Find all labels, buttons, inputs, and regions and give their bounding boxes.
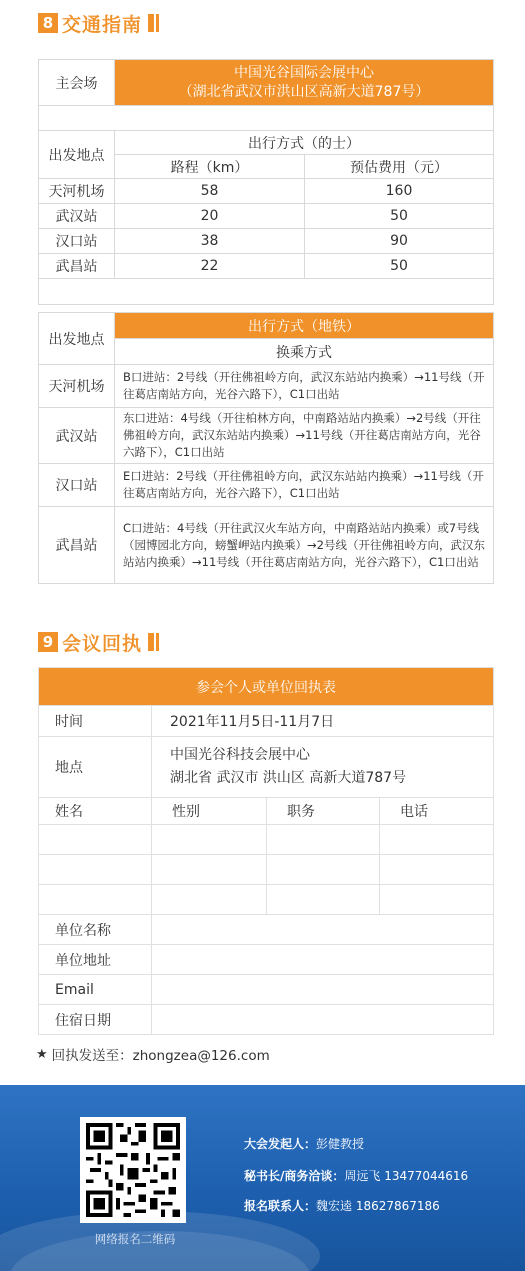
metro-table: [38, 312, 494, 584]
table-row: [39, 229, 494, 254]
reply-email-line: [36, 1044, 270, 1064]
taxi-table: [38, 59, 494, 305]
metro-from-label: 出发地点: [39, 313, 115, 365]
heading-bar: [156, 14, 159, 32]
heading-bar: [148, 14, 154, 32]
footer-banner: [0, 1085, 525, 1271]
email-label: Email: [39, 975, 152, 1005]
place-value: [152, 737, 494, 798]
taxi-mode: 出行方式（的士）: [115, 131, 494, 155]
form-blank-cell[interactable]: [39, 885, 152, 915]
spacer-row: [39, 106, 494, 131]
route-text: C口进站：4号线（开往武汉火车站方向，中南路站站内换乘）或7号线（园博园北方向，螃蟹岬站内换乘）→2号线（开往佛祖岭方向，武汉东站站内换乘）→11号线（开往葛店南站方向，光谷六路下），C1口出站: [115, 507, 494, 584]
section-8-heading: [38, 10, 159, 36]
from-station: 武昌站: [39, 507, 115, 584]
unit-address-field[interactable]: [152, 945, 494, 975]
col-transfer: 换乘方式: [115, 339, 494, 365]
table-row: [39, 179, 494, 204]
cost-value: 90: [305, 229, 494, 254]
section-title: 会议回执: [62, 632, 143, 655]
cost-value: 50: [305, 204, 494, 229]
table-row: [39, 464, 494, 507]
secretary-contact: 周远飞 13477044616: [344, 1169, 469, 1183]
route-text: B口进站：2号线（开往佛祖岭方向，武汉东站站内换乘）→11号线（开往葛店南站方向，光谷六路下），C1口出站: [115, 365, 494, 408]
contact-line: [244, 1197, 440, 1214]
form-blank-cell[interactable]: [267, 885, 380, 915]
section-title: 交通指南: [62, 13, 143, 36]
heading-bar: [148, 633, 154, 651]
section-9-heading: [38, 629, 159, 655]
form-blank-cell[interactable]: [267, 825, 380, 855]
form-blank-cell[interactable]: [380, 885, 494, 915]
distance-value: 20: [115, 204, 305, 229]
cost-value: 50: [305, 254, 494, 279]
distance-value: 22: [115, 254, 305, 279]
route-text: E口进站：2号线（开往佛祖岭方向，武汉东站站内换乘）→11号线（开往葛店南站方向，光谷六路下），C1口出站: [115, 464, 494, 507]
col-phone: 电话: [380, 798, 494, 825]
route-text: 东口进站：4号线（开往柏林方向，中南路站站内换乘）→2号线（开往佛祖岭方向，武汉东站站内换乘）→11号线（开往葛店南站方向，光谷六路下），C1口出站: [115, 408, 494, 464]
form-blank-cell[interactable]: [267, 855, 380, 885]
venue-name: 中国光谷国际会展中心: [234, 64, 374, 81]
table-row: [39, 825, 494, 855]
spacer-row: [39, 279, 494, 305]
distance-value: 58: [115, 179, 305, 204]
section-number: 9: [38, 632, 58, 652]
place-label: 地点: [39, 737, 152, 798]
reply-form-table: [38, 667, 494, 1035]
table-row: [39, 507, 494, 584]
from-station: 天河机场: [39, 179, 115, 204]
form-blank-cell[interactable]: [152, 825, 267, 855]
heading-bar: [156, 633, 159, 651]
venue-label: 主会场: [39, 60, 115, 106]
email-field[interactable]: [152, 975, 494, 1005]
from-station: 武昌站: [39, 254, 115, 279]
table-row: [39, 855, 494, 885]
col-cost: 预估费用（元）: [305, 155, 494, 179]
form-title: 参会个人或单位回执表: [39, 668, 494, 706]
time-label: 时间: [39, 706, 152, 737]
unit-name-field[interactable]: [152, 915, 494, 945]
form-blank-cell[interactable]: [152, 885, 267, 915]
contact-person: 魏宏逵 18627867186: [316, 1199, 440, 1213]
col-name: 姓名: [39, 798, 152, 825]
star-icon: ★: [36, 1046, 48, 1062]
col-gender: 性别: [152, 798, 267, 825]
reply-email-text[interactable]: 回执发送至：zhongzea@126.com: [51, 1048, 270, 1064]
venue-cell: [115, 60, 494, 106]
unit-name-label: 单位名称: [39, 915, 152, 945]
organizer-name: 彭健教授: [316, 1137, 365, 1151]
place-line: 中国光谷科技会展中心: [170, 747, 310, 763]
stay-dates-field[interactable]: [152, 1005, 494, 1035]
metro-mode: 出行方式（地铁）: [115, 313, 494, 339]
cost-value: 160: [305, 179, 494, 204]
table-row: [39, 204, 494, 229]
distance-value: 38: [115, 229, 305, 254]
from-station: 汉口站: [39, 464, 115, 507]
secretary-line: [244, 1167, 468, 1184]
table-row: [39, 254, 494, 279]
from-station: 汉口站: [39, 229, 115, 254]
form-blank-cell[interactable]: [39, 825, 152, 855]
form-blank-cell[interactable]: [39, 855, 152, 885]
col-title: 职务: [267, 798, 380, 825]
from-station: 天河机场: [39, 365, 115, 408]
venue-address: （湖北省武汉市洪山区高新大道787号）: [178, 83, 430, 100]
time-value: 2021年11月5日-11月7日: [152, 706, 494, 737]
unit-address-label: 单位地址: [39, 945, 152, 975]
form-blank-cell[interactable]: [152, 855, 267, 885]
organizer-line: [244, 1135, 364, 1152]
organizer-label: 大会发起人：: [244, 1137, 317, 1151]
stay-dates-label: 住宿日期: [39, 1005, 152, 1035]
table-row: [39, 408, 494, 464]
table-row: [39, 365, 494, 408]
section-number: 8: [38, 13, 58, 33]
col-distance: 路程（km）: [115, 155, 305, 179]
table-row: [39, 885, 494, 915]
secretary-label: 秘书长/商务洽谈：: [244, 1169, 345, 1183]
taxi-from-label: 出发地点: [39, 131, 115, 179]
contact-label: 报名联系人：: [244, 1199, 317, 1213]
place-line: 湖北省 武汉市 洪山区 高新大道787号: [170, 770, 407, 786]
from-station: 武汉站: [39, 204, 115, 229]
form-blank-cell[interactable]: [380, 825, 494, 855]
qr-caption: 网络报名二维码: [94, 1232, 176, 1246]
form-blank-cell[interactable]: [380, 855, 494, 885]
qr-code-icon[interactable]: [80, 1117, 186, 1223]
from-station: 武汉站: [39, 408, 115, 464]
